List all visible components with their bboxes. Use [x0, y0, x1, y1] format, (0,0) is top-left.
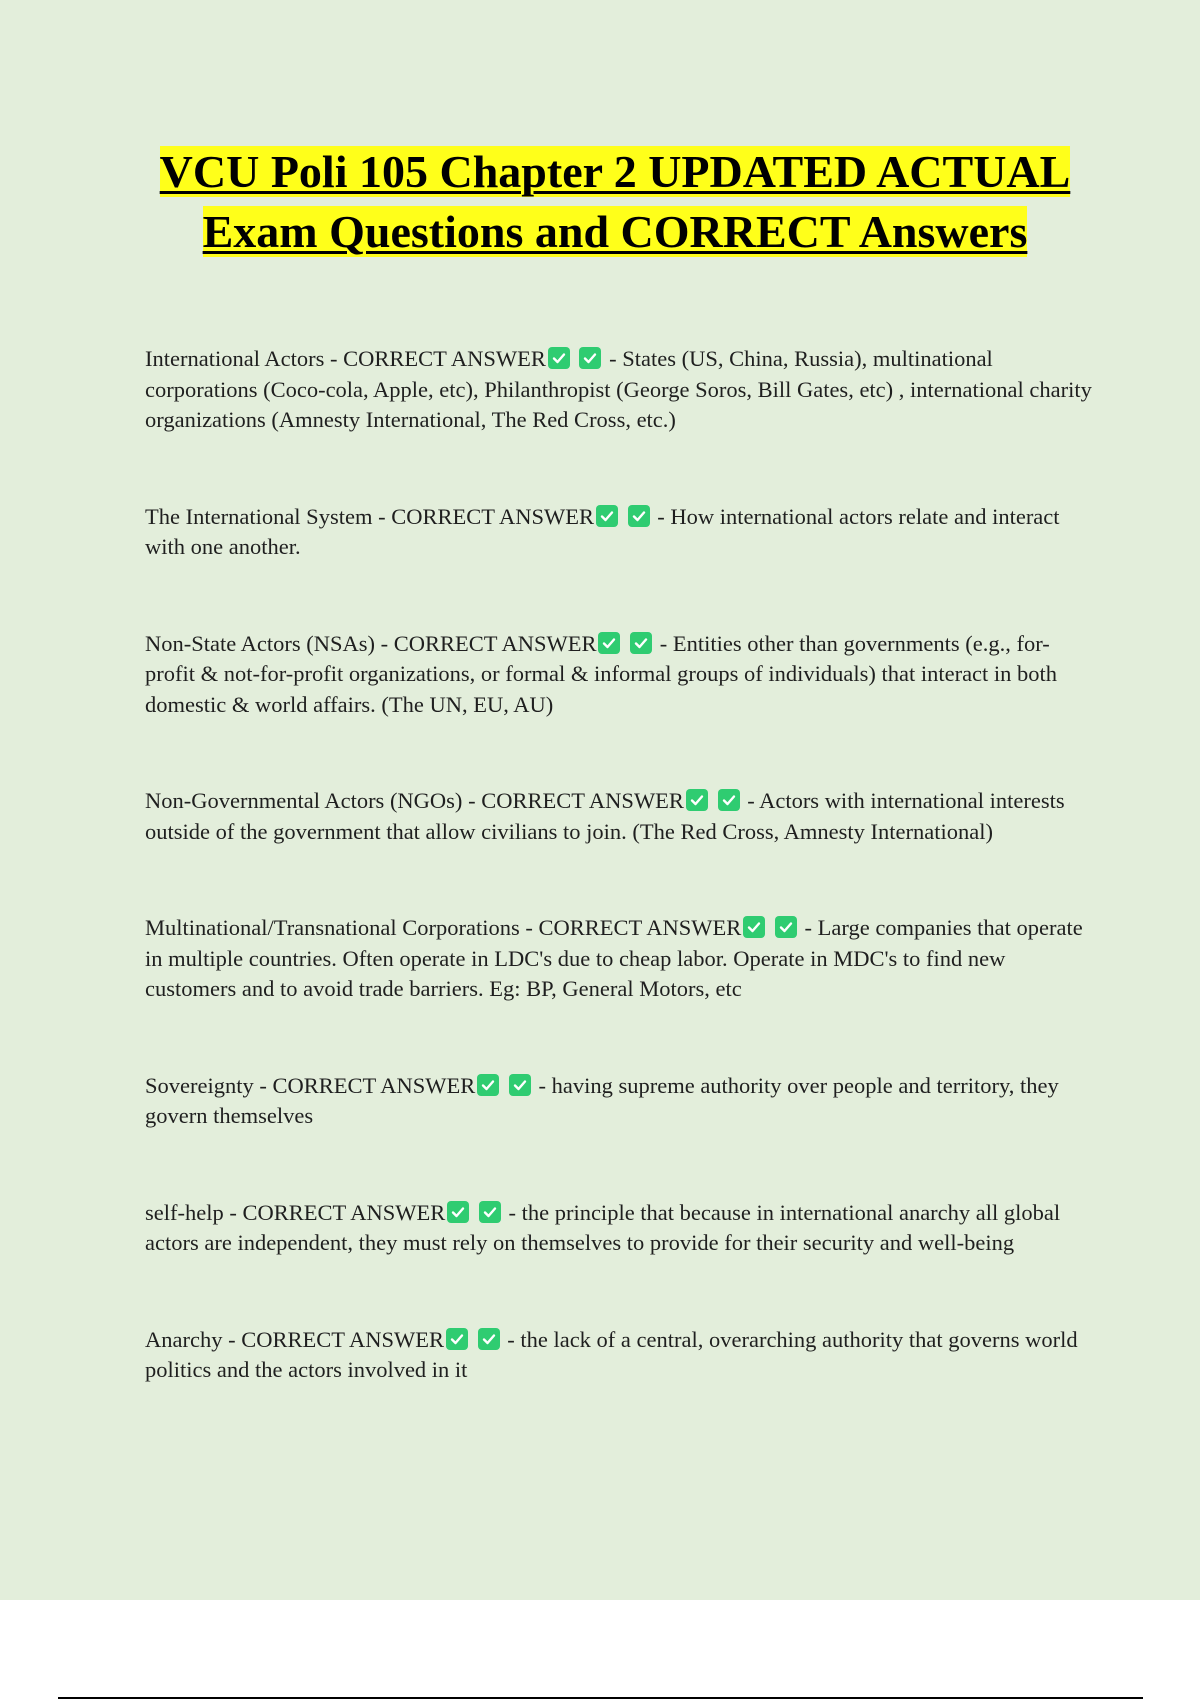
- entry-term: Anarchy: [145, 1326, 223, 1352]
- footer-divider: [58, 1697, 1143, 1699]
- entry-term: self-help: [145, 1199, 224, 1225]
- entry-definition: States (US, China, Russia), multinational corporations (Coco-cola, Apple, etc), Philanthropist (George Soros, Bill Gates, etc) , international charity organizations (Amnesty International, The Red Cross, etc.): [145, 346, 1092, 432]
- entry-term: International Actors: [145, 346, 325, 371]
- check-mark-icon: [686, 789, 708, 811]
- check-mark-icon: [598, 632, 620, 654]
- correct-answer-marker: CORRECT ANSWER: [272, 1072, 476, 1098]
- entry-definition: Entities other than governments (e.g., for-profit & not-for-profit organizations, or formal & informal groups of individuals) that interact in both domestic & world affairs. (The UN, EU, AU): [145, 630, 1058, 717]
- check-mark-icon: [579, 347, 601, 369]
- correct-answer-marker: CORRECT ANSWER: [481, 788, 684, 813]
- entry-definition: the lack of a central, overarching authority that governs world politics and the actors involved in it: [145, 1326, 1078, 1382]
- entry-term: Non-State Actors (NSAs): [145, 630, 375, 656]
- qa-entry: Non-State Actors (NSAs) - CORRECT ANSWER - Entities other than governments (e.g., for-profit & not-for-profit organizations, or formal & informal groups of individuals) that interact in both domestic & world affairs. (The UN, EU, AU): [145, 630, 1058, 717]
- correct-answer-marker: CORRECT ANSWER: [393, 630, 597, 656]
- entry-definition: How international actors relate and interact with one another.: [145, 503, 1060, 559]
- entry-term: The International System: [145, 503, 373, 529]
- entries-list: [145, 344, 1095, 1386]
- check-mark-icon: [479, 1201, 501, 1223]
- check-mark-icon: [509, 1074, 531, 1096]
- check-mark-icon: [447, 1201, 469, 1223]
- check-mark-icon: [548, 347, 570, 369]
- correct-answer-marker: CORRECT ANSWER: [538, 915, 742, 940]
- correct-answer-marker: CORRECT ANSWER: [391, 503, 594, 529]
- qa-entry: Non-Governmental Actors (NGOs) - CORRECT ANSWER - Actors with international interests outside of the government that allow civilians to join. (The Red Cross, Amnesty International): [145, 788, 1065, 844]
- qa-entry: Sovereignty - CORRECT ANSWER - having supreme authority over people and territory, they govern themselves: [145, 1072, 1059, 1128]
- check-mark-icon: [718, 789, 740, 811]
- entry-term: Non-Governmental Actors (NGOs): [145, 788, 463, 813]
- document-title: VCU Poli 105 Chapter 2 UPDATED ACTUAL Exam Questions and CORRECT Answers: [159, 146, 1071, 257]
- entry-term: Multinational/Transnational Corporations: [145, 915, 520, 940]
- entry-definition: having supreme authority over people and territory, they govern themselves: [145, 1072, 1059, 1128]
- entry-definition: the principle that because in international anarchy all global actors are independent, they must rely on themselves to provide for their security and well-being: [145, 1199, 1061, 1255]
- check-mark-icon: [478, 1328, 500, 1350]
- correct-answer-marker: CORRECT ANSWER: [343, 346, 546, 371]
- entry-term: Sovereignty: [145, 1072, 254, 1098]
- check-mark-icon: [630, 632, 652, 654]
- check-mark-icon: [628, 505, 650, 527]
- qa-entry: self-help - CORRECT ANSWER - the principle that because in international anarchy all global actors are independent, they must rely on themselves to provide for their security and well-being: [145, 1199, 1061, 1255]
- entry-definition: Actors with international interests outside of the government that allow civilians to join. (The Red Cross, Amnesty International): [145, 788, 1065, 844]
- qa-entry: Multinational/Transnational Corporations - CORRECT ANSWER - Large companies that operate in multiple countries. Often operate in LDC's due to cheap labor. Operate in MDC's to find new customers and to avoid trade barriers. Eg: BP, General Motors, etc: [145, 915, 1083, 1001]
- qa-entry: The International System - CORRECT ANSWER - How international actors relate and interact with one another.: [145, 503, 1060, 559]
- check-mark-icon: [775, 916, 797, 938]
- correct-answer-marker: CORRECT ANSWER: [242, 1199, 446, 1225]
- qa-entry: Anarchy - CORRECT ANSWER - the lack of a central, overarching authority that governs world politics and the actors involved in it: [145, 1326, 1078, 1382]
- check-mark-icon: [446, 1328, 468, 1350]
- qa-entry: International Actors - CORRECT ANSWER - States (US, China, Russia), multinational corporations (Coco-cola, Apple, etc), Philanthropist (George Soros, Bill Gates, etc) , international charity organizations (Amnesty International, The Red Cross, etc.): [145, 346, 1092, 432]
- correct-answer-marker: CORRECT ANSWER: [241, 1326, 444, 1352]
- title-block: [120, 142, 1110, 262]
- entry-definition: Large companies that operate in multiple countries. Often operate in LDC's due to cheap labor. Operate in MDC's to find new customers and to avoid trade barriers. Eg: BP, General Motors, etc: [145, 915, 1083, 1001]
- check-mark-icon: [743, 916, 765, 938]
- check-mark-icon: [477, 1074, 499, 1096]
- check-mark-icon: [596, 505, 618, 527]
